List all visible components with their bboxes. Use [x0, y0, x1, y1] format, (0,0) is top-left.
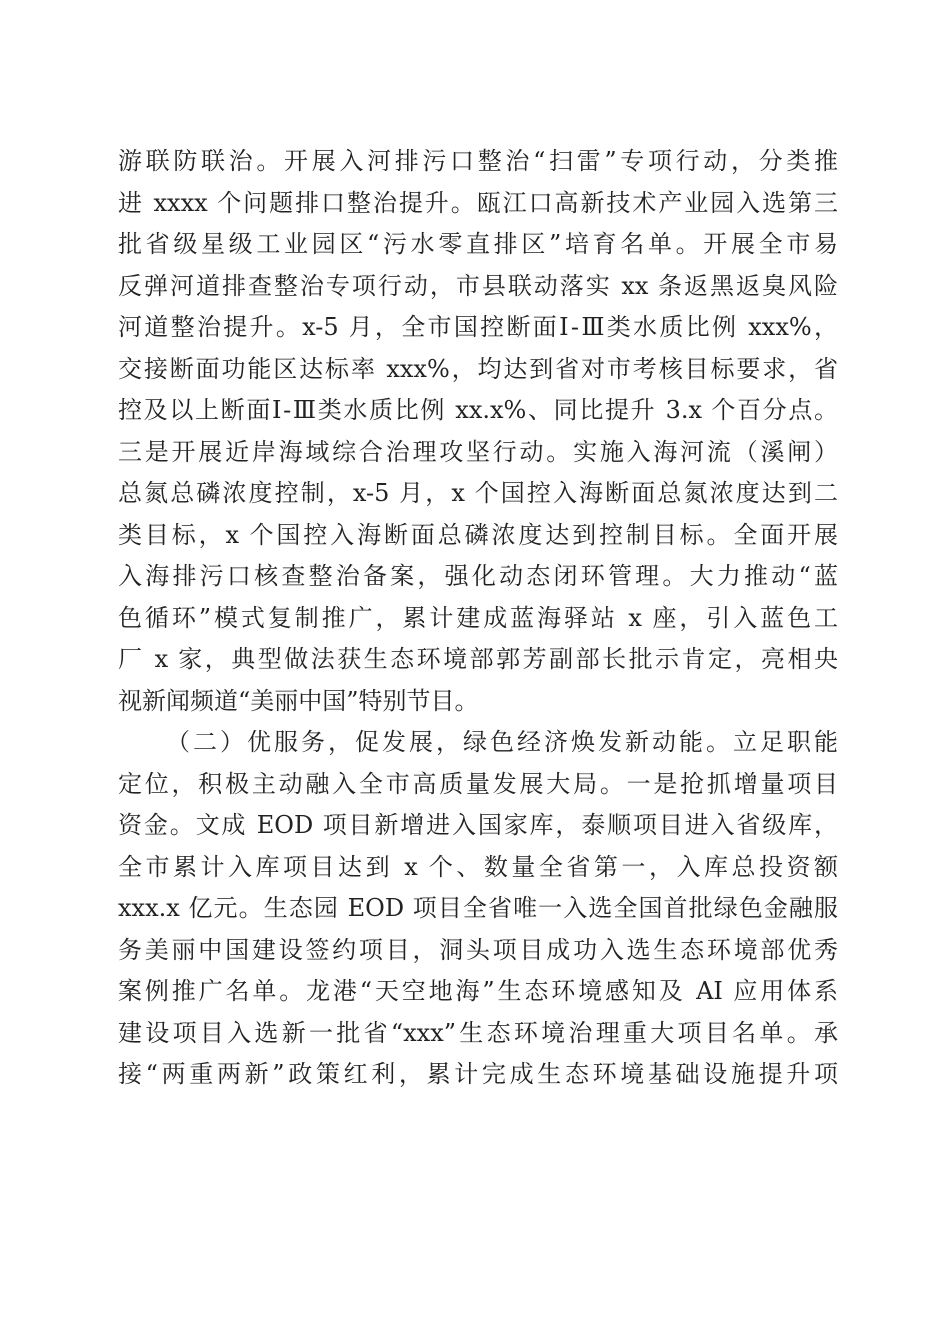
text-line-10: 类目标，x 个国控入海断面总磷浓度达到控制目标。全面开展 [118, 520, 838, 549]
text-line-18: 全市累计入库项目达到 x 个、数量全省第一，入库总投资额 [118, 852, 838, 881]
text-line-14: 视新闻频道“美丽中国”特别节目。 [118, 686, 479, 715]
text-line-4: 反弹河道排查整治专项行动，市县联动落实 xx 条返黑返臭风险 [118, 271, 838, 300]
text-line-9: 总氮总磷浓度控制，x-5 月，x 个国控入海断面总氮浓度达到二 [118, 479, 838, 507]
text-line-2: 进 xxxx 个问题排口整治提升。瓯江口高新技术产业园入选第三 [118, 188, 838, 217]
text-line-13: 厂 x 家，典型做法获生态环境部郭芳副部长批示肯定，亮相央 [118, 645, 838, 673]
text-line-11: 入海排污口核查整治备案，强化动态闭环管理。大力推动“蓝 [118, 562, 838, 590]
text-line-8: 三是开展近岸海域综合治理攻坚行动。实施入海河流（溪闸） [118, 437, 838, 466]
text-line-5: 河道整治提升。x-5 月，全市国控断面Ⅰ-Ⅲ类水质比例 xxx%， [118, 313, 838, 341]
text-line-7: 控及以上断面Ⅰ-Ⅲ类水质比例 xx.x%、同比提升 3.x 个百分点。 [118, 396, 838, 424]
text-line-6: 交接断面功能区达标率 xxx%，均达到省对市考核目标要求，省 [118, 354, 838, 383]
text-line-23: 接“两重两新”政策红利，累计完成生态环境基础设施提升项 [118, 1060, 838, 1088]
text-line-16: 定位，积极主动融入全市高质量发展大局。一是抢抓增量项目 [118, 769, 838, 798]
text-line-21: 案例推广名单。龙港“天空地海”生态环境感知及 AI 应用体系 [118, 977, 838, 1005]
text-line-22: 建设项目入选新一批省“xxx”生态环境治理重大项目名单。承 [118, 1018, 838, 1047]
body-text [118, 141, 838, 1096]
section-heading-line: （二）优服务，促发展，绿色经济焕发新动能。立足职能 [166, 728, 838, 756]
text-line-3: 批省级星级工业园区“污水零直排区”培育名单。开展全市易 [118, 230, 838, 258]
text-line-1: 游联防联治。开展入河排污口整治“扫雷”专项行动，分类推 [118, 147, 838, 175]
text-line-12: 色循环”模式复制推广，累计建成蓝海驿站 x 座，引入蓝色工 [118, 603, 838, 632]
text-line-20: 务美丽中国建设签约项目，洞头项目成功入选生态环境部优秀 [118, 935, 838, 964]
text-line-17: 资金。文成 EOD 项目新增进入国家库，泰顺项目进入省级库， [118, 811, 838, 839]
text-line-19: xxx.x 亿元。生态园 EOD 项目全省唯一入选全国首批绿色金融服 [118, 894, 838, 922]
